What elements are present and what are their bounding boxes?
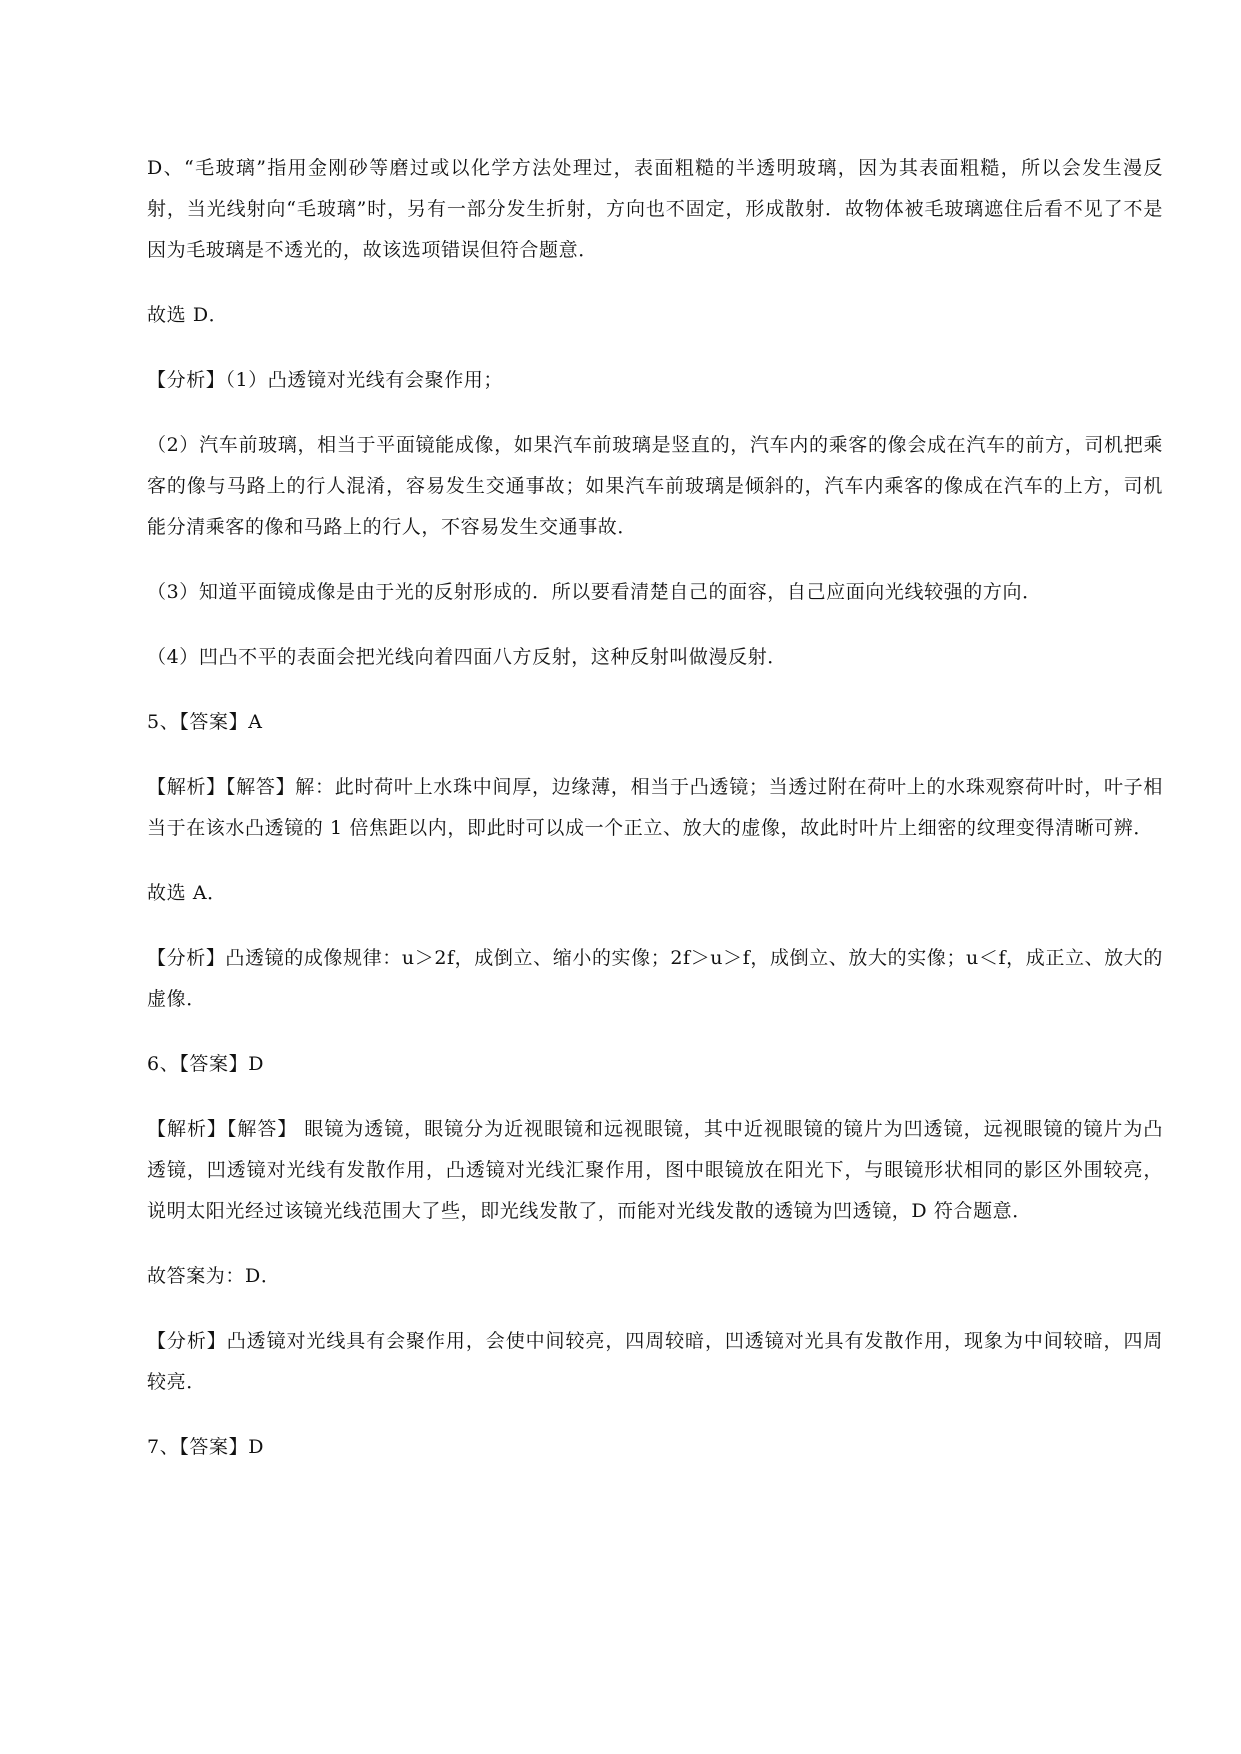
choice-result-5: 故选 A． bbox=[147, 882, 227, 904]
analysis-point-2: （2）汽车前玻璃，相当于平面镜能成像，如果汽车前玻璃是竖直的，汽车内的乘客的像会成在汽车的前方，司机把乘客的像与马路上的行人混淆，容易发生交通事故；如果汽车前玻璃是倾斜的，汽车内乘客的像成在汽车的上方，司机能分清乘客的像和马路上的行人，不容易发生交通事故． bbox=[147, 434, 1163, 538]
document-page bbox=[147, 148, 1163, 1492]
analysis-point-3: （3）知道平面镜成像是由于光的反射形成的．所以要看清楚自己的面容，自己应面向光线较强的方向． bbox=[147, 581, 1042, 603]
answer-5-heading: 5、【答案】A bbox=[147, 711, 263, 733]
answer-5-analysis: 【分析】凸透镜的成像规律：u＞2f，成倒立、缩小的实像；2f＞u＞f，成倒立、放大的实像；u＜f，成正立、放大的虚像． bbox=[147, 947, 1163, 1010]
analysis-point-4: （4）凹凸不平的表面会把光线向着四面八方反射，这种反射叫做漫反射． bbox=[147, 646, 787, 668]
answer-6-analysis: 【分析】凸透镜对光线具有会聚作用，会使中间较亮，四周较暗，凹透镜对光具有发散作用，现象为中间较暗，四周较亮． bbox=[147, 1330, 1163, 1393]
explanation-option-d: D、“毛玻璃”指用金刚砂等磨过或以化学方法处理过，表面粗糙的半透明玻璃，因为其表面粗糙，所以会发生漫反射，当光线射向“毛玻璃”时，另有一部分发生折射，方向也不固定，形成散射．故物体被毛玻璃遮住后看不见了不是因为毛玻璃是不透光的，故该选项错误但符合题意． bbox=[147, 157, 1163, 261]
answer-6-heading: 6、【答案】D bbox=[147, 1053, 265, 1075]
choice-result-4: 故选 D． bbox=[147, 304, 229, 326]
choice-result-6: 故答案为：D． bbox=[147, 1265, 281, 1287]
answer-7-heading: 7、【答案】D bbox=[147, 1436, 265, 1458]
analysis-point-1: 【分析】（1）凸透镜对光线有会聚作用； bbox=[147, 369, 503, 391]
answer-6-explanation: 【解析】【解答】 眼镜为透镜，眼镜分为近视眼镜和远视眼镜，其中近视眼镜的镜片为凹透镜，远视眼镜的镜片为凸透镜，凹透镜对光线有发散作用，凸透镜对光线汇聚作用，图中眼镜放在阳光下，与眼镜形状相同的影区外围较亮，说明太阳光经过该镜光线范围大了些，即光线发散了，而能对光线发散的透镜为凹透镜，D 符合题意． bbox=[147, 1118, 1163, 1222]
answer-5-explanation: 【解析】【解答】解：此时荷叶上水珠中间厚，边缘薄，相当于凸透镜；当透过附在荷叶上的水珠观察荷叶时，叶子相当于在该水凸透镜的 1 倍焦距以内，即此时可以成一个正立、放大的虚像，故此时叶片上细密的纹理变得清晰可辨． bbox=[147, 776, 1163, 839]
